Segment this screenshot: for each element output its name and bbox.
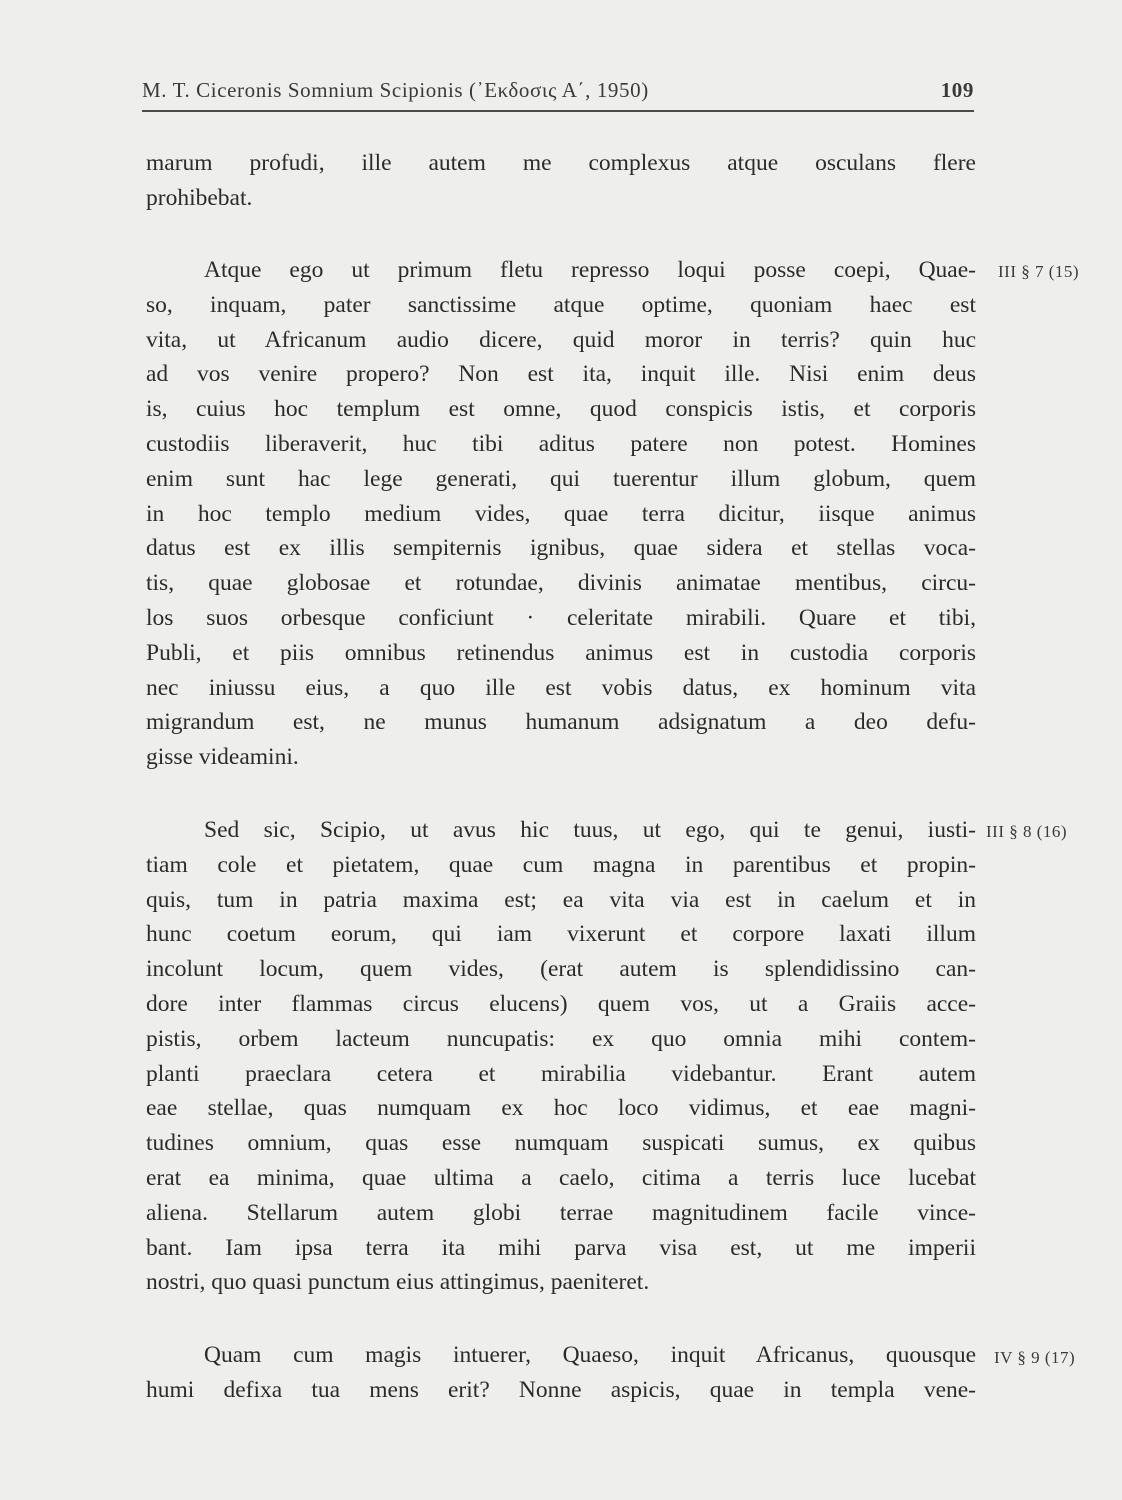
text-line: quis, tum in patria maxima est; ea vita via est in caelum et in [146, 886, 976, 913]
text-line: hunc coetum eorum, qui iam vixerunt et corpore laxati illum [146, 921, 976, 948]
text-line: ad vos venire propero? Non est ita, inquit ille. Nisi enim deus [146, 361, 976, 388]
text-line: is, cuius hoc templum est omne, quod conspicis istis, et corporis [146, 396, 976, 423]
text-line: gisse videamini. [146, 744, 299, 771]
text-line: eae stellae, quas numquam ex hoc loco vidimus, et eae magni- [146, 1095, 976, 1122]
text-line: nostri, quo quasi punctum eius attingimus, paeniteret. [146, 1269, 650, 1296]
text-line: marum profudi, ille autem me complexus atque osculans flere [146, 150, 976, 176]
text-line: Atque ego ut primum fletu represso loqui posse coepi, Quae- [204, 257, 976, 283]
text-line: planti praeclara cetera et mirabilia videbantur. Erant autem [146, 1060, 976, 1087]
paragraph [146, 253, 976, 775]
text-line: incolunt locum, quem vides, (erat autem is splendidissino can- [146, 956, 976, 983]
text-line: so, inquam, pater sanctissime atque optime, quoniam haec est [146, 291, 976, 318]
text-line: tiam cole et pietatem, quae cum magna in parentibus et propin- [146, 851, 976, 878]
text-line: tudines omnium, quas esse numquam suspicati sumus, ex quibus [146, 1130, 976, 1157]
text-line: migrandum est, ne munus humanum adsignatum a deo defu- [146, 709, 976, 736]
text-line: nec iniussu eius, a quo ille est vobis datus, ex hominum vita [146, 674, 976, 701]
text-line: los suos orbesque conficiunt · celeritate mirabili. Quare et tibi, [146, 604, 976, 631]
marginal-reference: IV § 9 (17) [994, 1348, 1076, 1367]
paragraph [146, 813, 976, 1300]
paragraph-continuation [146, 146, 976, 216]
running-header [142, 78, 974, 108]
running-title: M. T. Ciceronis Somnium Scipionis (᾿Εκδοσις Α΄, 1950) [142, 78, 649, 102]
text-line: prohibebat. [146, 184, 253, 211]
text-line: humi defixa tua mens erit? Nonne aspicis, quae in templa vene- [146, 1376, 976, 1403]
text-line: datus est ex illis sempiternis ignibus, quae sidera et stellas voca- [146, 535, 976, 562]
text-line: erat ea minima, quae ultima a caelo, citima a terris luce lucebat [146, 1164, 976, 1191]
text-line: pistis, orbem lacteum nuncupatis: ex quo omnia mihi contem- [146, 1025, 976, 1052]
marginal-reference: III § 7 (15) [998, 262, 1080, 281]
marginal-reference: III § 8 (16) [986, 822, 1068, 841]
text-line: in hoc templo medium vides, quae terra dicitur, iisque animus [146, 500, 976, 527]
text-line: vita, ut Africanum audio dicere, quid moror in terris? quin huc [146, 326, 976, 353]
text-line: bant. Iam ipsa terra ita mihi parva visa est, ut me imperii [146, 1234, 976, 1261]
paragraph [146, 1338, 976, 1408]
header-rule [142, 110, 974, 112]
text-line: Quam cum magis intuerer, Quaeso, inquit Africanus, quousque [204, 1342, 976, 1368]
text-line: custodiis liberaverit, huc tibi aditus patere non potest. Homines [146, 430, 976, 457]
text-line: dore inter flammas circus elucens) quem vos, ut a Graiis acce- [146, 990, 976, 1017]
text-line: Sed sic, Scipio, ut avus hic tuus, ut ego, qui te genui, iusti- [204, 817, 976, 843]
text-line: Publi, et piis omnibus retinendus animus est in custodia corporis [146, 639, 976, 666]
page-number: 109 [940, 78, 974, 102]
text-line: aliena. Stellarum autem globi terrae magnitudinem facile vince- [146, 1199, 976, 1226]
text-line: enim sunt hac lege generati, qui tuerentur illum globum, quem [146, 465, 976, 492]
text-line: tis, quae globosae et rotundae, divinis animatae mentibus, circu- [146, 570, 976, 597]
